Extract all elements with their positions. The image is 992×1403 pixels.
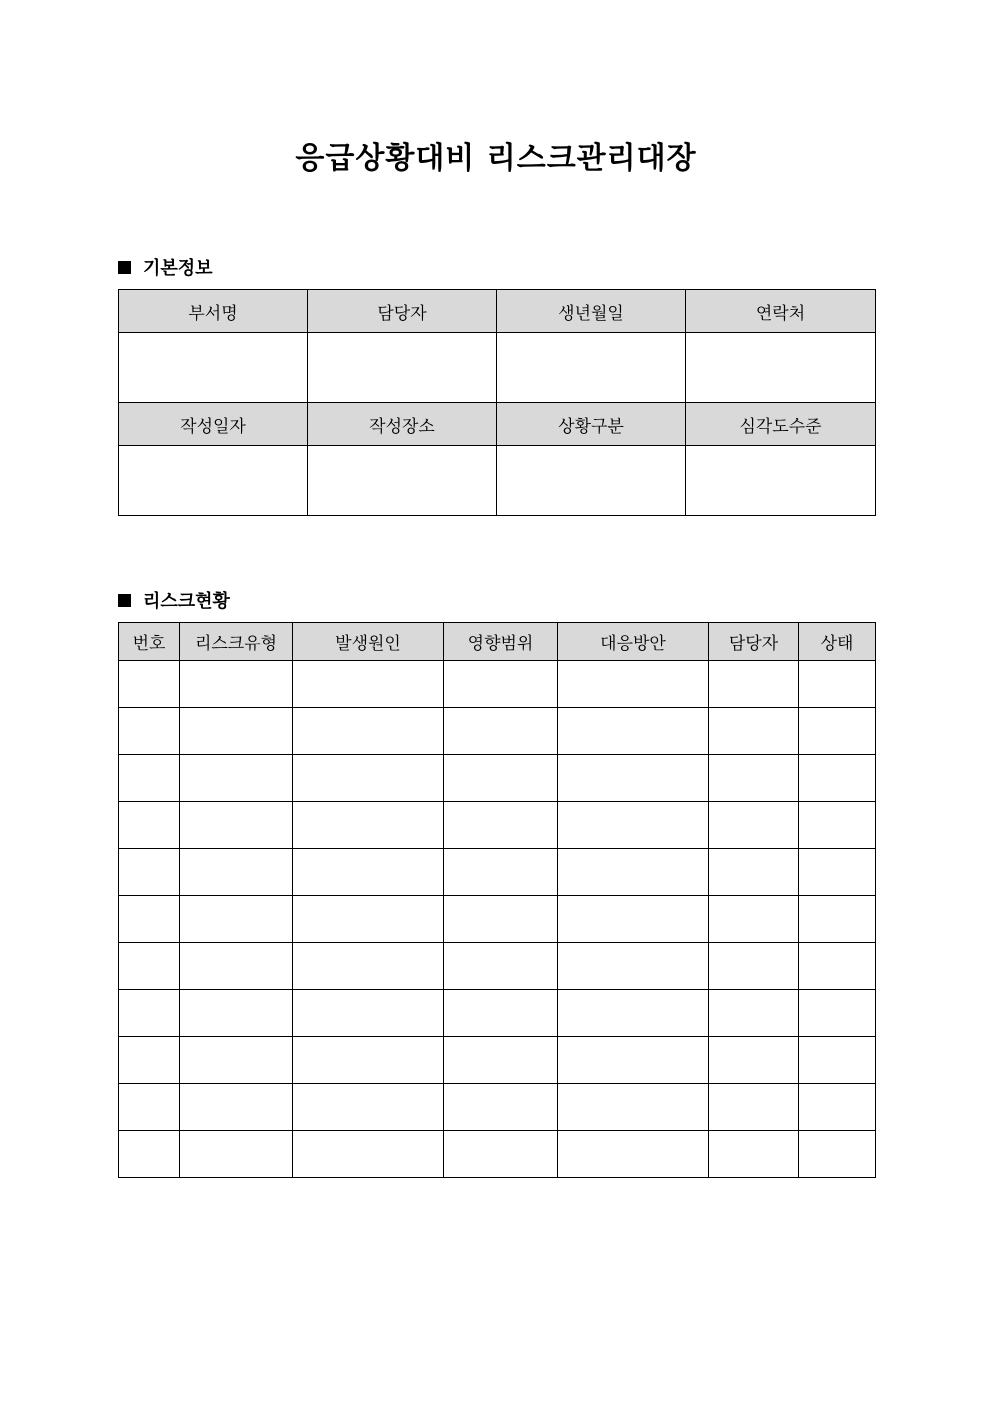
cause-cell[interactable] — [293, 1084, 444, 1131]
cause-cell[interactable] — [293, 990, 444, 1037]
manager-cell[interactable] — [308, 333, 497, 403]
risk-type-cell[interactable] — [180, 896, 293, 943]
impact-scope-cell[interactable] — [444, 661, 558, 708]
owner-cell[interactable] — [709, 802, 799, 849]
basic-info-header-row-2 — [119, 403, 876, 446]
cause-cell[interactable] — [293, 661, 444, 708]
header-place-written: 작성장소 — [308, 403, 497, 446]
risk-type-cell[interactable] — [180, 943, 293, 990]
cause-cell[interactable] — [293, 943, 444, 990]
header-cause: 발생원인 — [293, 623, 444, 661]
risk-type-cell[interactable] — [180, 802, 293, 849]
table-row — [119, 1037, 876, 1084]
number-cell[interactable] — [119, 896, 180, 943]
cause-cell[interactable] — [293, 1131, 444, 1178]
table-row — [119, 943, 876, 990]
risk-type-cell[interactable] — [180, 1037, 293, 1084]
table-row — [119, 1084, 876, 1131]
number-cell[interactable] — [119, 1037, 180, 1084]
status-cell[interactable] — [799, 1037, 876, 1084]
response-plan-cell[interactable] — [558, 755, 709, 802]
risk-status-heading — [118, 587, 230, 613]
response-plan-cell[interactable] — [558, 943, 709, 990]
response-plan-cell[interactable] — [558, 802, 709, 849]
header-situation-type: 상황구분 — [497, 403, 686, 446]
date-written-cell[interactable] — [119, 446, 308, 516]
response-plan-cell[interactable] — [558, 1037, 709, 1084]
impact-scope-cell[interactable] — [444, 802, 558, 849]
table-row — [119, 802, 876, 849]
impact-scope-cell[interactable] — [444, 896, 558, 943]
risk-header-row — [119, 623, 876, 661]
header-severity-level: 심각도수준 — [686, 403, 876, 446]
owner-cell[interactable] — [709, 708, 799, 755]
header-response-plan: 대응방안 — [558, 623, 709, 661]
basic-info-table — [118, 289, 876, 516]
table-row — [119, 849, 876, 896]
impact-scope-cell[interactable] — [444, 1037, 558, 1084]
owner-cell[interactable] — [709, 1131, 799, 1178]
status-cell[interactable] — [799, 661, 876, 708]
severity-level-cell[interactable] — [686, 446, 876, 516]
owner-cell[interactable] — [709, 661, 799, 708]
status-cell[interactable] — [799, 802, 876, 849]
risk-type-cell[interactable] — [180, 755, 293, 802]
header-contact: 연락처 — [686, 290, 876, 333]
header-manager: 담당자 — [308, 290, 497, 333]
number-cell[interactable] — [119, 1084, 180, 1131]
risk-status-table — [118, 622, 876, 1178]
basic-info-header-row-1 — [119, 290, 876, 333]
status-cell[interactable] — [799, 896, 876, 943]
impact-scope-cell[interactable] — [444, 1131, 558, 1178]
owner-cell[interactable] — [709, 1084, 799, 1131]
table-row — [119, 896, 876, 943]
birthdate-cell[interactable] — [497, 333, 686, 403]
header-owner: 담당자 — [709, 623, 799, 661]
impact-scope-cell[interactable] — [444, 708, 558, 755]
header-number: 번호 — [119, 623, 180, 661]
status-cell[interactable] — [799, 990, 876, 1037]
risk-status-heading-text: 리스크현황 — [143, 591, 230, 612]
cause-cell[interactable] — [293, 849, 444, 896]
owner-cell[interactable] — [709, 849, 799, 896]
cause-cell[interactable] — [293, 708, 444, 755]
owner-cell[interactable] — [709, 990, 799, 1037]
header-risk-type: 리스크유형 — [180, 623, 293, 661]
response-plan-cell[interactable] — [558, 990, 709, 1037]
number-cell[interactable] — [119, 849, 180, 896]
status-cell[interactable] — [799, 943, 876, 990]
response-plan-cell[interactable] — [558, 1084, 709, 1131]
square-bullet-icon — [118, 594, 131, 607]
risk-table-body — [119, 661, 876, 1178]
number-cell[interactable] — [119, 708, 180, 755]
table-row — [119, 661, 876, 708]
table-row — [119, 990, 876, 1037]
risk-type-cell[interactable] — [180, 990, 293, 1037]
status-cell[interactable] — [799, 708, 876, 755]
response-plan-cell[interactable] — [558, 661, 709, 708]
risk-type-cell[interactable] — [180, 1084, 293, 1131]
header-birthdate: 생년월일 — [497, 290, 686, 333]
owner-cell[interactable] — [709, 896, 799, 943]
impact-scope-cell[interactable] — [444, 1084, 558, 1131]
number-cell[interactable] — [119, 661, 180, 708]
cause-cell[interactable] — [293, 755, 444, 802]
response-plan-cell[interactable] — [558, 1131, 709, 1178]
contact-cell[interactable] — [686, 333, 876, 403]
owner-cell[interactable] — [709, 1037, 799, 1084]
cause-cell[interactable] — [293, 896, 444, 943]
basic-info-heading-text: 기본정보 — [143, 258, 213, 279]
basic-info-heading — [118, 254, 213, 280]
status-cell[interactable] — [799, 1131, 876, 1178]
status-cell[interactable] — [799, 755, 876, 802]
header-date-written: 작성일자 — [119, 403, 308, 446]
response-plan-cell[interactable] — [558, 896, 709, 943]
risk-type-cell[interactable] — [180, 661, 293, 708]
number-cell[interactable] — [119, 802, 180, 849]
table-row — [119, 708, 876, 755]
cause-cell[interactable] — [293, 1037, 444, 1084]
header-impact-scope: 영향범위 — [444, 623, 558, 661]
page-title: 응급상황대비 리스크관리대장 — [295, 141, 697, 176]
place-written-cell[interactable] — [308, 446, 497, 516]
response-plan-cell[interactable] — [558, 708, 709, 755]
impact-scope-cell[interactable] — [444, 755, 558, 802]
status-cell[interactable] — [799, 849, 876, 896]
number-cell[interactable] — [119, 1131, 180, 1178]
department-cell[interactable] — [119, 333, 308, 403]
basic-info-entry-row-1 — [119, 333, 876, 403]
risk-type-cell[interactable] — [180, 849, 293, 896]
header-department: 부서명 — [119, 290, 308, 333]
response-plan-cell[interactable] — [558, 849, 709, 896]
basic-info-entry-row-2 — [119, 446, 876, 516]
table-row — [119, 755, 876, 802]
number-cell[interactable] — [119, 990, 180, 1037]
owner-cell[interactable] — [709, 755, 799, 802]
owner-cell[interactable] — [709, 943, 799, 990]
number-cell[interactable] — [119, 755, 180, 802]
impact-scope-cell[interactable] — [444, 943, 558, 990]
table-row — [119, 1131, 876, 1178]
risk-type-cell[interactable] — [180, 708, 293, 755]
situation-type-cell[interactable] — [497, 446, 686, 516]
number-cell[interactable] — [119, 943, 180, 990]
impact-scope-cell[interactable] — [444, 990, 558, 1037]
square-bullet-icon — [118, 261, 131, 274]
cause-cell[interactable] — [293, 802, 444, 849]
impact-scope-cell[interactable] — [444, 849, 558, 896]
header-status: 상태 — [799, 623, 876, 661]
status-cell[interactable] — [799, 1084, 876, 1131]
risk-type-cell[interactable] — [180, 1131, 293, 1178]
